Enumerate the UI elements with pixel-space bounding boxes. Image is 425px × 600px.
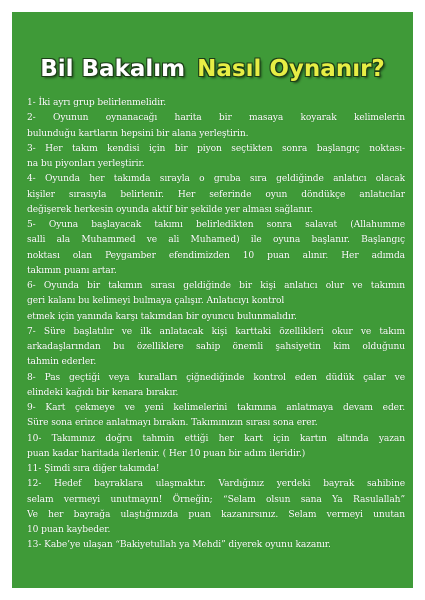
- rule-line: 6- Oyunda bir takımın sırası geldiğinde bir kişi anlatıcı olur ve takımın: [27, 281, 405, 291]
- rule-line: 12- Hedef bayraklara ulaşmaktır. Vardığınız yerdeki bayrak sahibine: [27, 479, 405, 490]
- rule-line: 2- Oyunun oynanacağı harita bir masaya koyarak kelimelerin: [27, 113, 405, 124]
- rule-line: Süre sona erince anlatmayı bırakın. Takımınızın sırası sona erer.: [27, 418, 318, 429]
- rule-line: 10- Takımınız doğru tahmin ettiği her kart için kartın altında yazan: [27, 433, 405, 444]
- rule-line: tahmin ederler.: [27, 357, 97, 368]
- rule-line: na bu piyonları yerleştirir.: [27, 159, 145, 169]
- rule-line: değişerek herkesin oyunda aktif bir şekilde yer alması sağlanır.: [27, 204, 313, 215]
- rule-line: 7- Süre başlatılır ve ilk anlatacak kişi karttaki özellikleri okur ve takım: [27, 326, 405, 337]
- rule-line: 13- Kabe’ye ulaşan “Bakiyetullah ya Mehdi” diyerek oyunu kazanır.: [27, 540, 331, 551]
- rules-list: [27, 96, 405, 554]
- rule-line: geri kalanı bu kelimeyi bulmaya çalışır. Anlatıcıyı kontrol: [27, 296, 285, 307]
- rule-line: 8- Pas geçtiği veya kuralları çiğnediğinde kontrol eden düdük çalar ve: [27, 372, 405, 383]
- rule-line: 5- Oyuna başlayacak takımı belirledikten sonra salavat (Allahumme: [27, 220, 405, 230]
- title-part-2: Nasıl Oynanır?: [197, 56, 385, 82]
- rule-line: kişiler sırasıyla belirlenir. Her seferinde oyun döndükçe anlatıcılar: [27, 189, 405, 200]
- rule-line: 1- İki ayrı grup belirlenmelidir.: [27, 98, 167, 108]
- rule-line: puan kadar haritada ilerlenir. ( Her 10 puan bir adım ileridir.): [27, 448, 306, 459]
- rule-line: elindeki kağıdı bir kenara bırakır.: [27, 387, 179, 398]
- rules-card: [12, 12, 413, 588]
- rule-line: 4- Oyunda her takımda sırayla o gruba sıra geldiğinde anlatıcı olacak: [27, 174, 405, 185]
- rule-line: bulunduğu kartların hepsini bir alana yerleştirin.: [27, 128, 249, 139]
- rule-line: selam vermeyi unutmayın! Örneğin; “Selam olsun sana Ya Rasulallah”: [27, 494, 405, 505]
- rule-line: 9- Kart çekmeye ve yeni kelimelerini takımına anlatmaya devam eder.: [27, 403, 405, 413]
- rule-line: takımın puanı artar.: [27, 265, 117, 276]
- rule-line: salli ala Muhammed ve ali Muhamed) ile oyuna başlanır. Başlangıç: [27, 235, 405, 246]
- rule-line: noktası olan Peygamber efendimizden 10 puan alınır. Her adımda: [27, 250, 405, 261]
- rule-line: 3- Her takım kendisi için bir piyon seçtikten sonra başlangıç noktası-: [27, 143, 405, 154]
- rule-line: 10 puan kaybeder.: [27, 525, 111, 535]
- rule-line: 11- Şimdi sıra diğer takımda!: [27, 464, 160, 474]
- rule-line: Ve her bayrağa ulaştığınızda puan kazanırsınız. Selam vermeyi unutan: [27, 509, 405, 520]
- rule-line: etmek için yanında karşı takımdan bir oyuncu bulunmalıdır.: [27, 311, 297, 322]
- page-title: [12, 56, 413, 90]
- title-part-1: Bil Bakalım: [40, 56, 186, 82]
- rule-line: arkadaşlarından bu özelliklere sahip önemli şahsiyetin kim olduğunu: [27, 342, 405, 352]
